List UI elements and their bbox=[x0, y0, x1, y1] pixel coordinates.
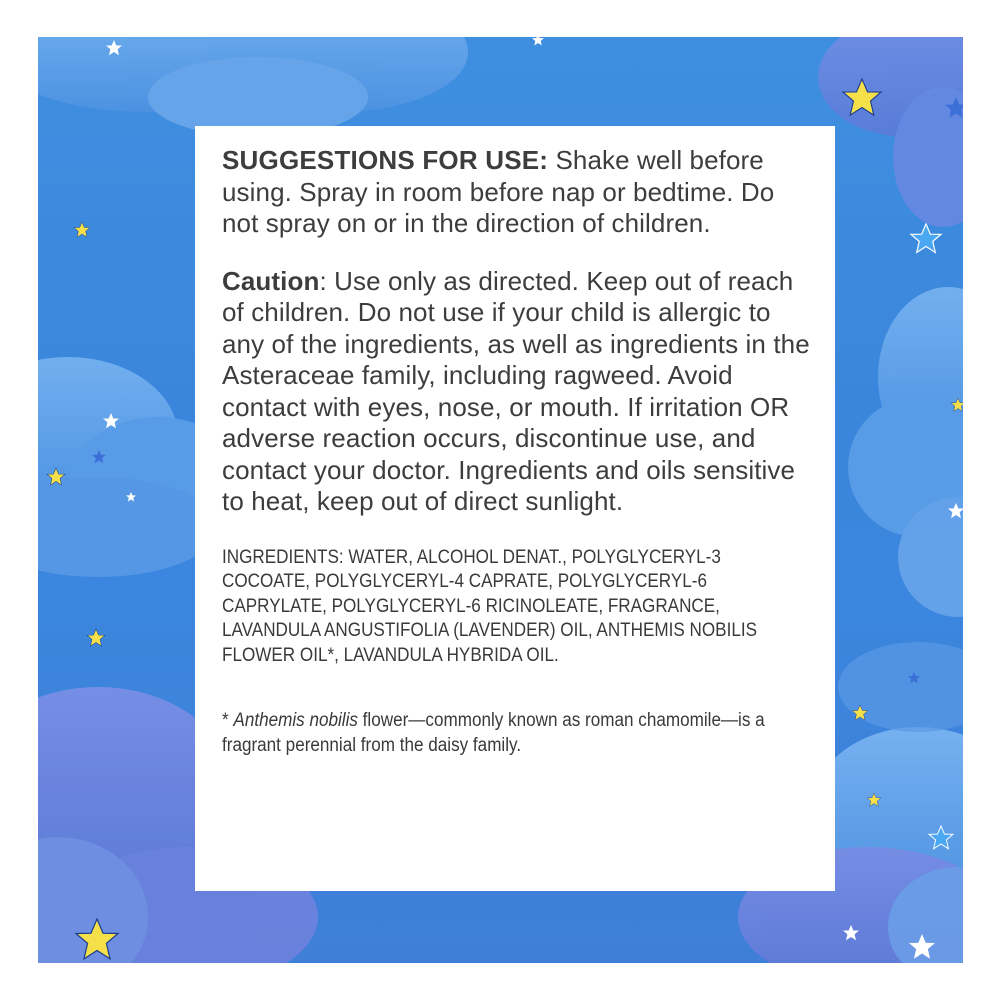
footnote-text: flower—commonly known as roman chamomile—is a fragrant perennial from the daisy family. bbox=[222, 710, 765, 756]
night-sky-background bbox=[38, 37, 963, 963]
footnote bbox=[222, 708, 807, 758]
right-middle-cloud bbox=[848, 287, 963, 617]
top-left-cloud bbox=[38, 37, 468, 137]
footnote-asterisk: * bbox=[222, 710, 234, 731]
caution-heading: Caution bbox=[222, 265, 320, 296]
caution-text: : Use only as directed. Keep out of reach of children. Do not use if your child is allergic to any of the ingredients, as well as ingredients in the Asteraceae family, including ragweed. Avoid contact with eyes, nose, or mouth. If irritation OR adverse reaction occurs, discontinue use, and contact your doctor. Ingredients and oils sensitive to heat, keep out of direct sunlight. bbox=[222, 265, 810, 516]
suggestions-heading: SUGGESTIONS FOR USE: bbox=[222, 145, 549, 175]
suggestions-for-use-paragraph bbox=[222, 145, 813, 240]
footnote-botanical-name: Anthemis nobilis bbox=[233, 710, 358, 731]
label-card bbox=[195, 126, 835, 891]
suggestions-text: Shake well before using. Spray in room before nap or bedtime. Do not spray on or in the direction of children. bbox=[222, 145, 775, 238]
top-right-cloud bbox=[818, 37, 963, 227]
caution-paragraph bbox=[222, 266, 813, 518]
ingredients-list: INGREDIENTS: WATER, ALCOHOL DENAT., POLYGLYCERYL-3 COCOATE, POLYGLYCERYL-4 CAPRATE, POLYGLYCERYL-6 CAPRYLATE, POLYGLYCERYL-6 RICINOLEATE, FRAGRANCE, LAVANDULA ANGUSTIFOLIA (LAVENDER) OIL, ANTHEMIS NOBILIS FLOWER OIL*, LAVANDULA HYBRIDA OIL. bbox=[222, 546, 757, 666]
